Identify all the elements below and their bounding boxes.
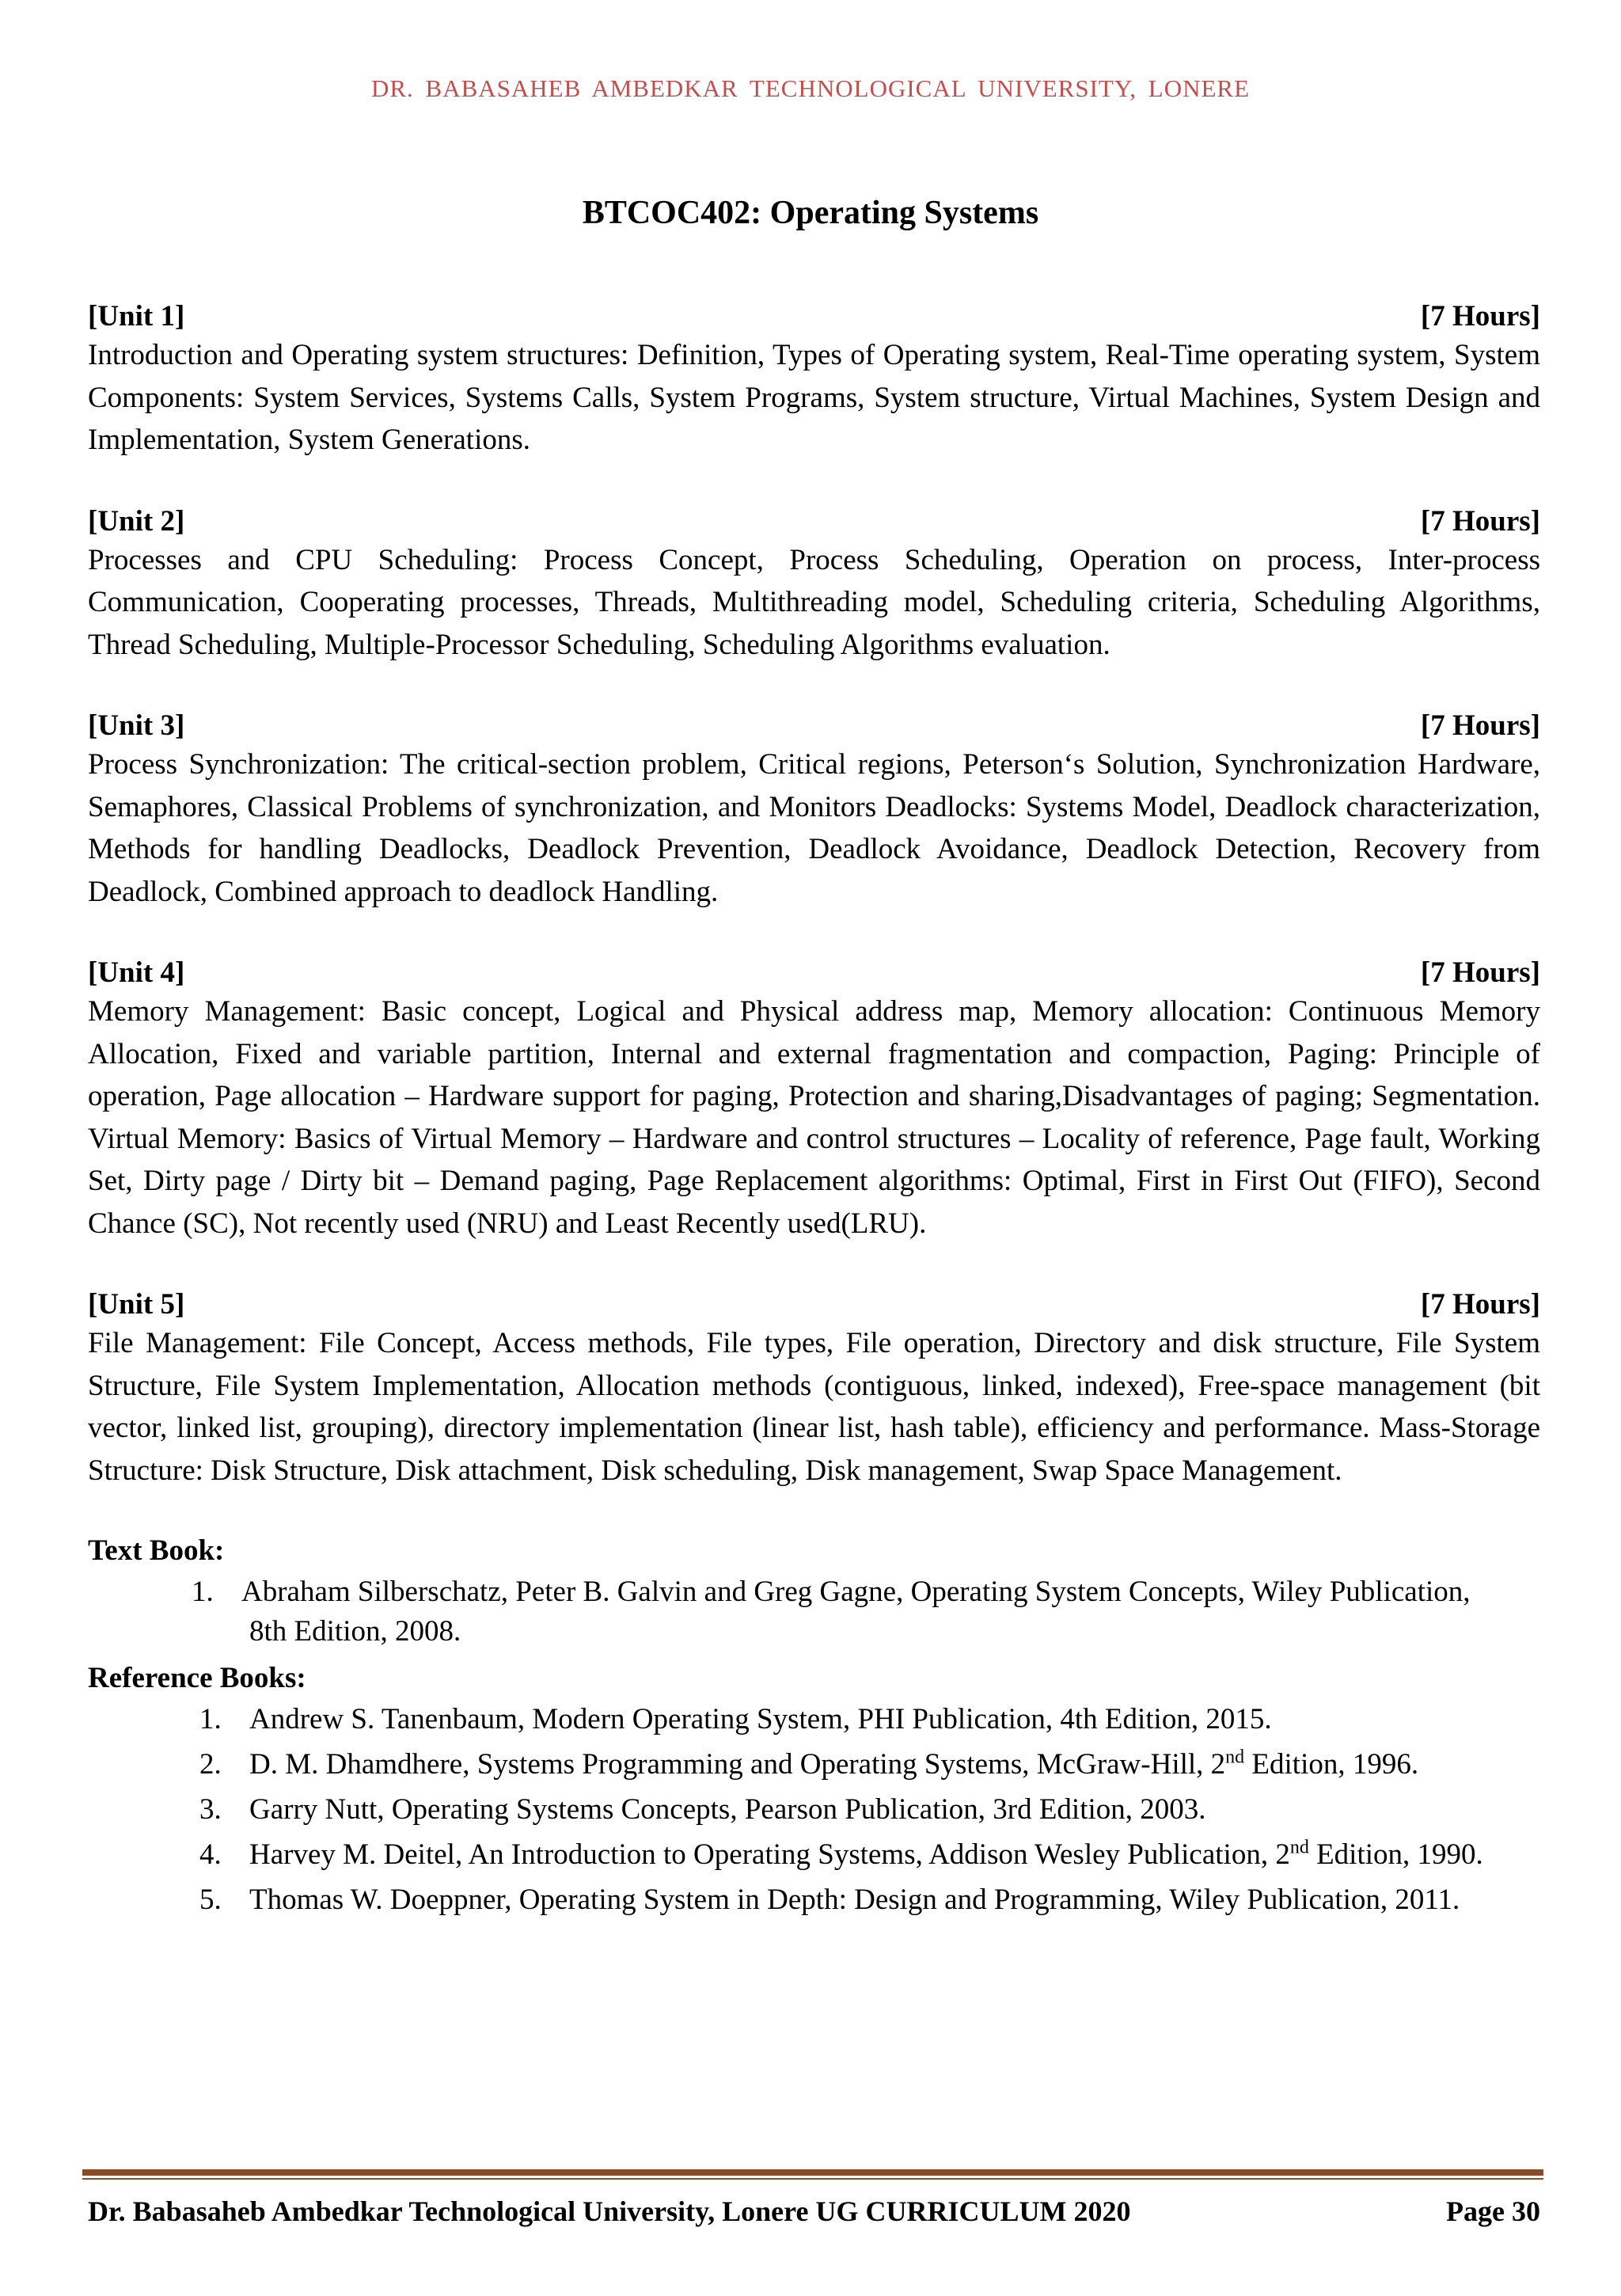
list-item [88,1880,1540,1920]
book-citation: Thomas W. Doeppner, Operating System in Depth: Design and Programming, Wiley Publication, 2011. [249,1884,1460,1916]
unit-hours: [7 Hours] [1420,1288,1540,1321]
list-item [88,1745,1540,1785]
book-citation-cont: Edition, 1996. [1244,1748,1419,1781]
unit-3 [88,709,1540,913]
book-citation: Abraham Silberschatz, Peter B. Galvin and Greg Gagne, Operating System Concepts, Wiley Publication, 8th Edition, 2008. [241,1576,1471,1648]
list-number: 1. [192,1576,214,1608]
list-number: 1. [199,1703,222,1735]
unit-heading [88,1287,1540,1322]
list-item [88,1700,1540,1739]
reference-books-heading: Reference Books: [88,1662,306,1694]
list-number: 4. [199,1838,222,1871]
book-citation: Garry Nutt, Operating Systems Concepts, Pearson Publication, 3rd Edition, 2003. [249,1793,1206,1826]
footer-university: Dr. Babasaheb Ambedkar Technological University, Lonere UG CURRICULUM 2020 [88,2195,1131,2227]
unit-heading [88,956,1540,990]
superscript: nd [1289,1837,1309,1858]
university-header: DR. BABASAHEB AMBEDKAR TECHNOLOGICAL UNIVERSITY, LONERE [370,74,1251,102]
list-item [88,1790,1540,1830]
list-item [88,1572,1540,1652]
book-citation: Andrew S. Tanenbaum, Modern Operating System, PHI Publication, 4th Edition, 2015. [249,1703,1272,1735]
unit-heading [88,709,1540,743]
footer-rule [82,2169,1543,2176]
text-book-list [88,1572,1540,1652]
unit-heading [88,504,1540,539]
book-citation: D. M. Dhamdhere, Systems Programming and Operating Systems, McGraw-Hill, 2 [249,1748,1226,1781]
reference-books-list [88,1700,1540,1920]
footer-rule-thin [82,2178,1543,2180]
unit-description: Memory Management: Basic concept, Logical and Physical address map, Memory allocation: Continuous Memory Allocation, Fixed and variable partition, Internal and external fragmentation and compaction, Paging: Principle of operation, Page allocation – Hardware support for paging, Protection and sharing,Disadvantages of paging; Segmentation. Virtual Memory: Basics of Virtual Memory – Hardware and control structures – Locality of reference, Page fault, Working Set, Dirty page / Dirty bit – Demand paging, Page Replacement algorithms: Optimal, First in First Out (FIFO), Second Chance (SC), Not recently used (NRU) and Least Recently used(LRU). [88,995,1540,1240]
unit-hours: [7 Hours] [1420,300,1540,333]
unit-2 [88,504,1540,667]
list-number: 3. [199,1793,222,1826]
unit-label: [Unit 1] [88,300,185,333]
book-citation-cont: Edition, 1990. [1308,1838,1483,1871]
list-number: 2. [199,1748,222,1781]
text-book-heading: Text Book: [88,1534,225,1567]
page-footer [88,2195,1540,2228]
unit-hours: [7 Hours] [1420,504,1540,538]
list-number: 5. [199,1884,222,1916]
unit-heading [88,299,1540,334]
page-number: Page 30 [1446,2195,1540,2227]
unit-description: Processes and CPU Scheduling: Process Concept, Process Scheduling, Operation on process, Inter-process Communication, Cooperating processes, Threads, Multithreading model, Scheduling criteria, Scheduling Algorithms, Thread Scheduling, Multiple-Processor Scheduling, Scheduling Algorithms evaluation. [88,543,1540,661]
book-citation: Harvey M. Deitel, An Introduction to Operating Systems, Addison Wesley Publication, 2 [249,1838,1290,1871]
unit-label: [Unit 2] [88,504,185,538]
list-item [88,1835,1540,1875]
unit-1 [88,299,1540,462]
unit-4 [88,956,1540,1245]
unit-label: [Unit 5] [88,1288,185,1321]
superscript: nd [1225,1747,1245,1768]
unit-description: Introduction and Operating system structures: Definition, Types of Operating system, Real-Time operating system, System Components: System Services, Systems Calls, System Programs, System structure, Virtual Machines, System Design and Implementation, System Generations. [88,339,1540,456]
unit-label: [Unit 4] [88,956,185,989]
unit-description: File Management: File Concept, Access methods, File types, File operation, Directory and disk structure, File System Structure, File System Implementation, Allocation methods (contiguous, linked, indexed), Free-space management (bit vector, linked list, grouping), directory implementation (linear list, hash table), efficiency and performance. Mass-Storage Structure: Disk Structure, Disk attachment, Disk scheduling, Disk management, Swap Space Management. [88,1327,1540,1487]
unit-hours: [7 Hours] [1420,709,1540,742]
unit-5 [88,1287,1540,1492]
unit-hours: [7 Hours] [1420,956,1540,989]
unit-label: [Unit 3] [88,709,185,742]
syllabus-content [88,299,1540,1925]
unit-description: Process Synchronization: The critical-section problem, Critical regions, Peterson‘s Solution, Synchronization Hardware, Semaphores, Classical Problems of synchronization, and Monitors Deadlocks: Systems Model, Deadlock characterization, Methods for handling Deadlocks, Deadlock Prevention, Deadlock Avoidance, Deadlock Detection, Recovery from Deadlock, Combined approach to deadlock Handling. [88,748,1540,908]
course-title: BTCOC402: Operating Systems [582,195,1039,231]
